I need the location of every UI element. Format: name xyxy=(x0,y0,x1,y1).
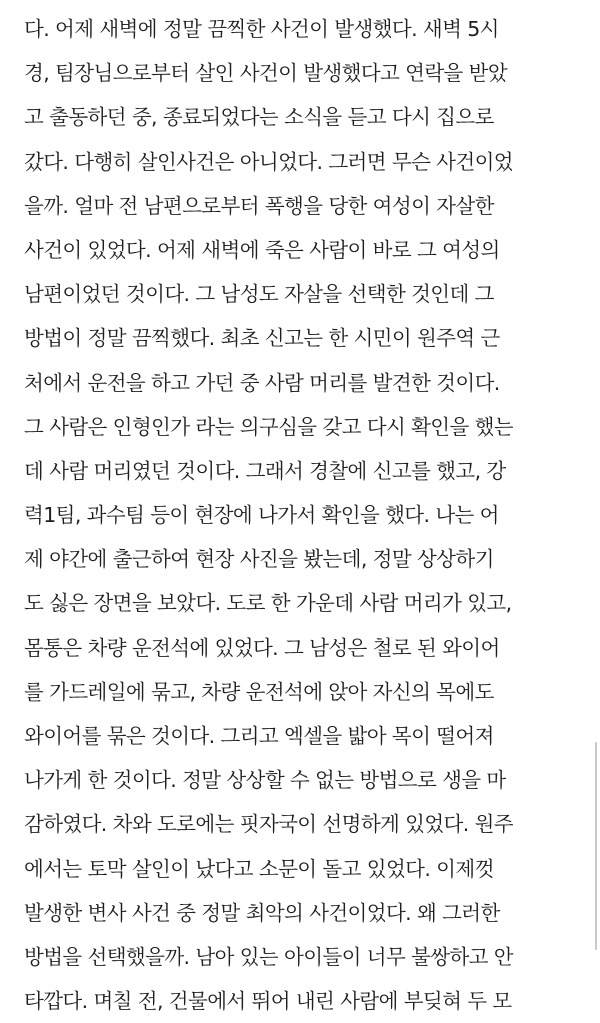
article-text xyxy=(24,7,584,1023)
text-line: 그 사람은 인형인가 라는 의구심을 갖고 다시 확인을 했는 xyxy=(24,414,513,439)
text-line: 경, 팀장님으로부터 살인 사건이 발생했다고 연락을 받았 xyxy=(24,61,508,86)
text-line: 다. 어제 새벽에 정말 끔찍한 사건이 발생했다. 새벽 5시 xyxy=(24,17,499,41)
text-line: 남편이었던 것이다. 그 남성도 자살을 선택한 것인데 그 xyxy=(24,282,494,307)
text-line: 타깝다. 며칠 전, 건물에서 뛰어 내린 사람에 부딪혀 두 모 xyxy=(24,989,512,1014)
text-line: 갔다. 다행히 살인사건은 아니었다. 그러면 무슨 사건이었 xyxy=(24,149,513,174)
text-line: 고 출동하던 중, 종료되었다는 소식을 듣고 다시 집으로 xyxy=(24,105,494,130)
scrollbar[interactable] xyxy=(595,742,597,950)
text-line: 와이어를 묶은 것이다. 그리고 엑셀을 밟아 목이 떨어져 xyxy=(24,724,494,748)
text-line: 에서는 토막 살인이 났다고 소문이 돌고 있었다. 이제껏 xyxy=(24,856,494,881)
text-line: 몸통은 차량 운전석에 있었다. 그 남성은 철로 된 와이어 xyxy=(24,635,500,660)
text-line: 방법을 선택했을까. 남아 있는 아이들이 너무 불쌍하고 안 xyxy=(24,944,513,969)
text-line: 방법이 정말 끔찍했다. 최초 신고는 한 시민이 원주역 근 xyxy=(24,326,500,351)
text-line: 제 야간에 출근하여 현장 사진을 봤는데, 정말 상상하기 xyxy=(24,547,494,572)
text-line: 를 가드레일에 묶고, 차량 운전석에 앉아 자신의 목에도 xyxy=(24,679,494,704)
text-line: 을까. 얼마 전 남편으로부터 폭행을 당한 여성이 자살한 xyxy=(24,193,494,218)
text-line: 처에서 운전을 하고 가던 중 사람 머리를 발견한 것이다. xyxy=(24,370,500,395)
text-line: 사건이 있었다. 어제 새벽에 죽은 사람이 바로 그 여성의 xyxy=(24,237,500,262)
text-line: 데 사람 머리였던 것이다. 그래서 경찰에 신고를 했고, 강 xyxy=(24,458,506,483)
text-line: 력1팀, 과수팀 등이 현장에 나가서 확인을 했다. 나는 어 xyxy=(24,503,499,528)
text-line: 발생한 변사 사건 중 정말 최악의 사건이었다. 왜 그러한 xyxy=(24,900,500,925)
text-line: 나가게 한 것이다. 정말 상상할 수 없는 방법으로 생을 마 xyxy=(24,768,506,793)
text-line: 도 싫은 장면을 보았다. 도로 한 가운데 사람 머리가 있고, xyxy=(24,591,512,616)
text-line: 감하였다. 차와 도로에는 핏자국이 선명하게 있었다. 원주 xyxy=(24,812,513,837)
